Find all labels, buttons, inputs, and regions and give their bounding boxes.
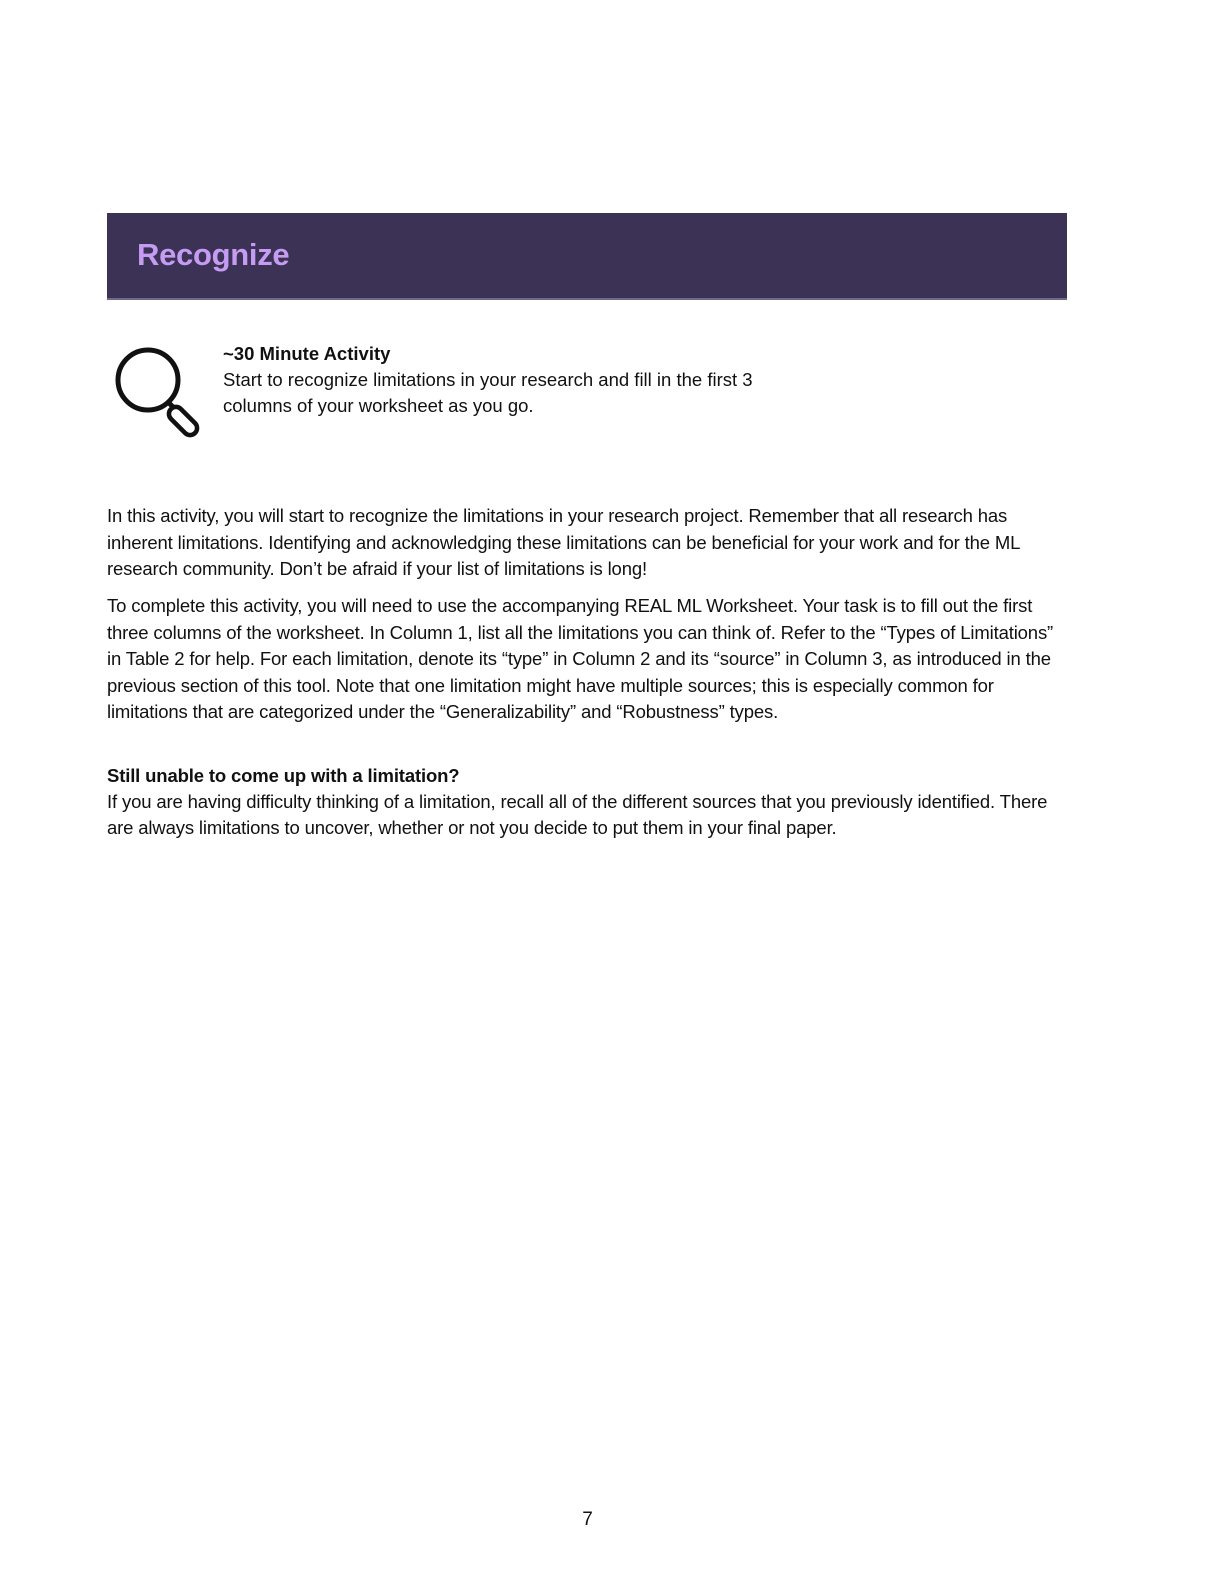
section-title: Recognize [137, 237, 290, 272]
tip-section [107, 763, 1069, 841]
activity-duration-title: ~30 Minute Activity [223, 343, 391, 364]
instructions-paragraph: To complete this activity, you will need to use the accompanying REAL ML Worksheet. Your task is to fill out the first three columns of the worksheet. In Column 1, list all the limitations you can think of. Refer to the “Types of Limitations” in Table 2 for help. For each limitation, denote its “type” in Column 2 and its “source” in Column 3, as introduced in the previous section of this tool. Note that one limitation might have multiple sources; this is especially common for limitations that are categorized under the “Generalizability” and “Robustness” types. [107, 595, 1054, 722]
tip-paragraph: If you are having difficulty thinking of a limitation, recall all of the different sources that you previously identified. There are always limitations to uncover, whether or not you decide to put them in your final paper. [107, 791, 1048, 838]
magnifying-glass-icon [108, 342, 208, 440]
activity-description: Start to recognize limitations in your research and fill in the first 3 columns of your worksheet as you go. [223, 369, 753, 416]
tip-heading: Still unable to come up with a limitation? [107, 765, 460, 786]
intro-paragraph: In this activity, you will start to recognize the limitations in your research project. Remember that all research has inherent limitations. Identifying and acknowledging these limitations can be beneficial for your work and for the ML research community. Don’t be afraid if your list of limitations is long! [107, 505, 1020, 579]
section-banner [107, 213, 1067, 300]
activity-callout [223, 341, 823, 419]
page-number: 7 [582, 1509, 593, 1530]
